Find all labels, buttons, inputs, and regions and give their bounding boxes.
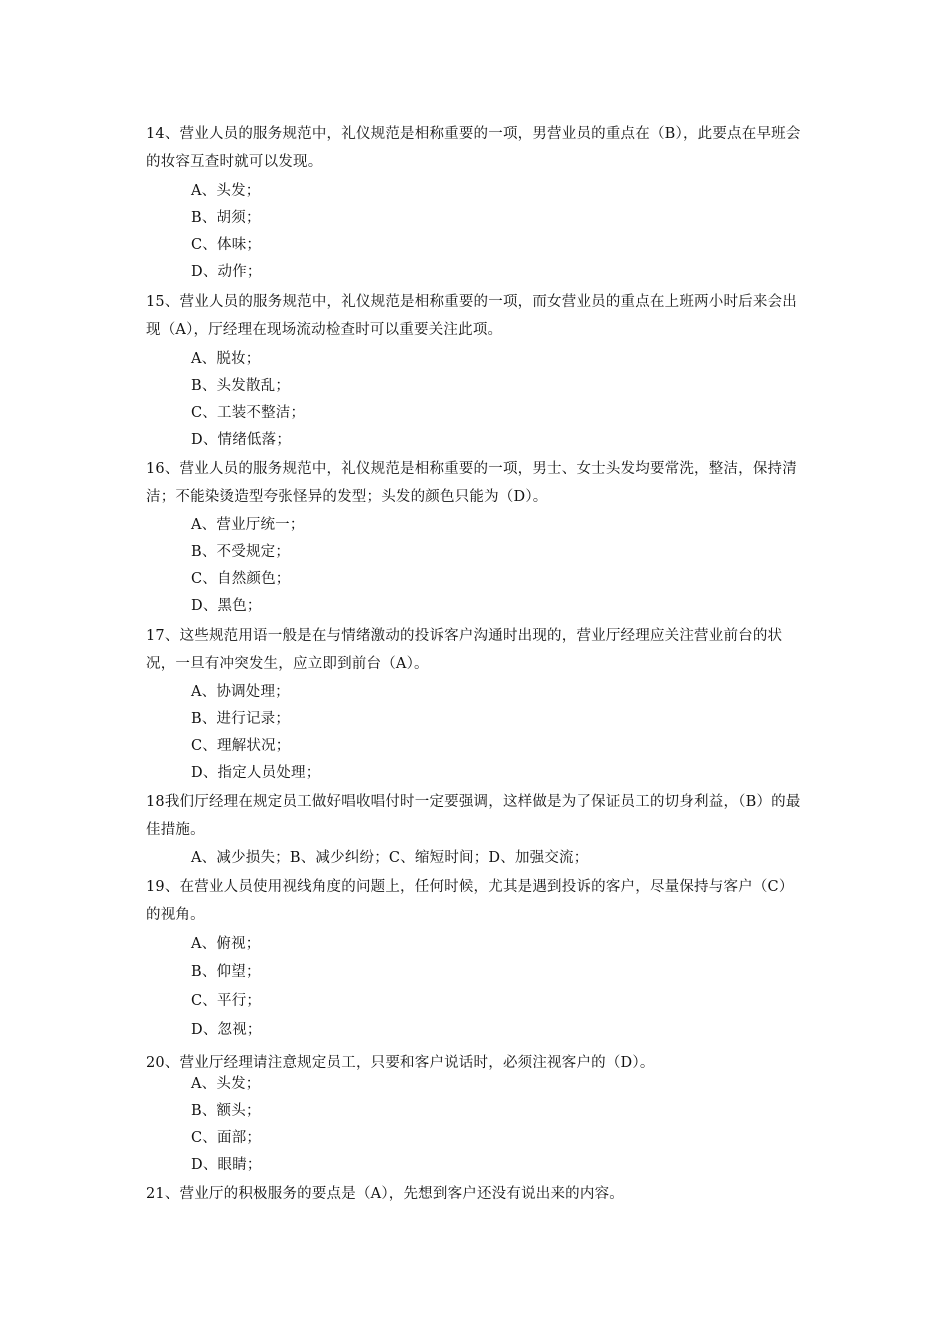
option-16-b: B、不受规定； (191, 544, 291, 560)
question-16: 16、营业人员的服务规范中，礼仪规范是相称重要的一项，男士、女士头发均要常洗，整洁，保持清洁；不能染烫造型夸张怪异的发型；头发的颜色只能为（D）。 (146, 461, 797, 505)
option-14-a: A、头发； (191, 183, 261, 199)
question-14: 14、营业人员的服务规范中，礼仪规范是相称重要的一项，男营业员的重点在（B），此要点在早班会的妆容互查时就可以发现。 (146, 126, 801, 170)
option-20-a: A、头发； (191, 1076, 261, 1092)
option-19-d: D、忽视； (191, 1022, 262, 1038)
option-20-b: B、额头； (191, 1103, 261, 1119)
question-20: 20、营业厅经理请注意规定员工，只要和客户说话时，必须注视客户的（D）。 (146, 1055, 655, 1071)
option-16-d: D、黑色； (191, 598, 262, 614)
option-14-d: D、动作； (191, 264, 262, 280)
option-15-b: B、头发散乱； (191, 378, 291, 394)
option-20-c: C、面部； (191, 1130, 262, 1146)
option-19-a: A、俯视； (191, 936, 261, 952)
option-17-a: A、协调处理； (191, 684, 290, 700)
question-17: 17、这些规范用语一般是在与情绪激动的投诉客户沟通时出现的，营业厅经理应关注营业前台的状况，一旦有冲突发生，应立即到前台（A）。 (146, 628, 783, 672)
option-20-d: D、眼睛； (191, 1157, 262, 1173)
question-18: 18我们厅经理在规定员工做好唱收唱付时一定要强调，这样做是为了保证员工的切身利益，（B）的最佳措施。 (146, 794, 801, 838)
option-17-c: C、理解状况； (191, 738, 291, 754)
option-17-d: D、指定人员处理； (191, 765, 321, 781)
option-18-all: A、减少损失；B、减少纠纷；C、缩短时间；D、加强交流； (191, 850, 589, 866)
option-16-a: A、营业厅统一； (191, 517, 305, 533)
option-19-b: B、仰望； (191, 964, 261, 980)
question-15: 15、营业人员的服务规范中，礼仪规范是相称重要的一项，而女营业员的重点在上班两小时后来会出现（A），厅经理在现场流动检查时可以重要关注此项。 (146, 294, 797, 338)
option-14-c: C、体味； (191, 237, 262, 253)
option-19-c: C、平行； (191, 993, 262, 1009)
option-15-a: A、脱妆； (191, 351, 261, 367)
question-21: 21、营业厅的积极服务的要点是（A），先想到客户还没有说出来的内容。 (146, 1186, 624, 1202)
option-14-b: B、胡须； (191, 210, 261, 226)
question-19: 19、在营业人员使用视线角度的问题上，任何时候，尤其是遇到投诉的客户，尽量保持与客户（C）的视角。 (146, 879, 794, 923)
option-15-c: C、工装不整洁； (191, 405, 306, 421)
option-15-d: D、情绪低落； (191, 432, 292, 448)
option-17-b: B、进行记录； (191, 711, 291, 727)
option-16-c: C、自然颜色； (191, 571, 291, 587)
